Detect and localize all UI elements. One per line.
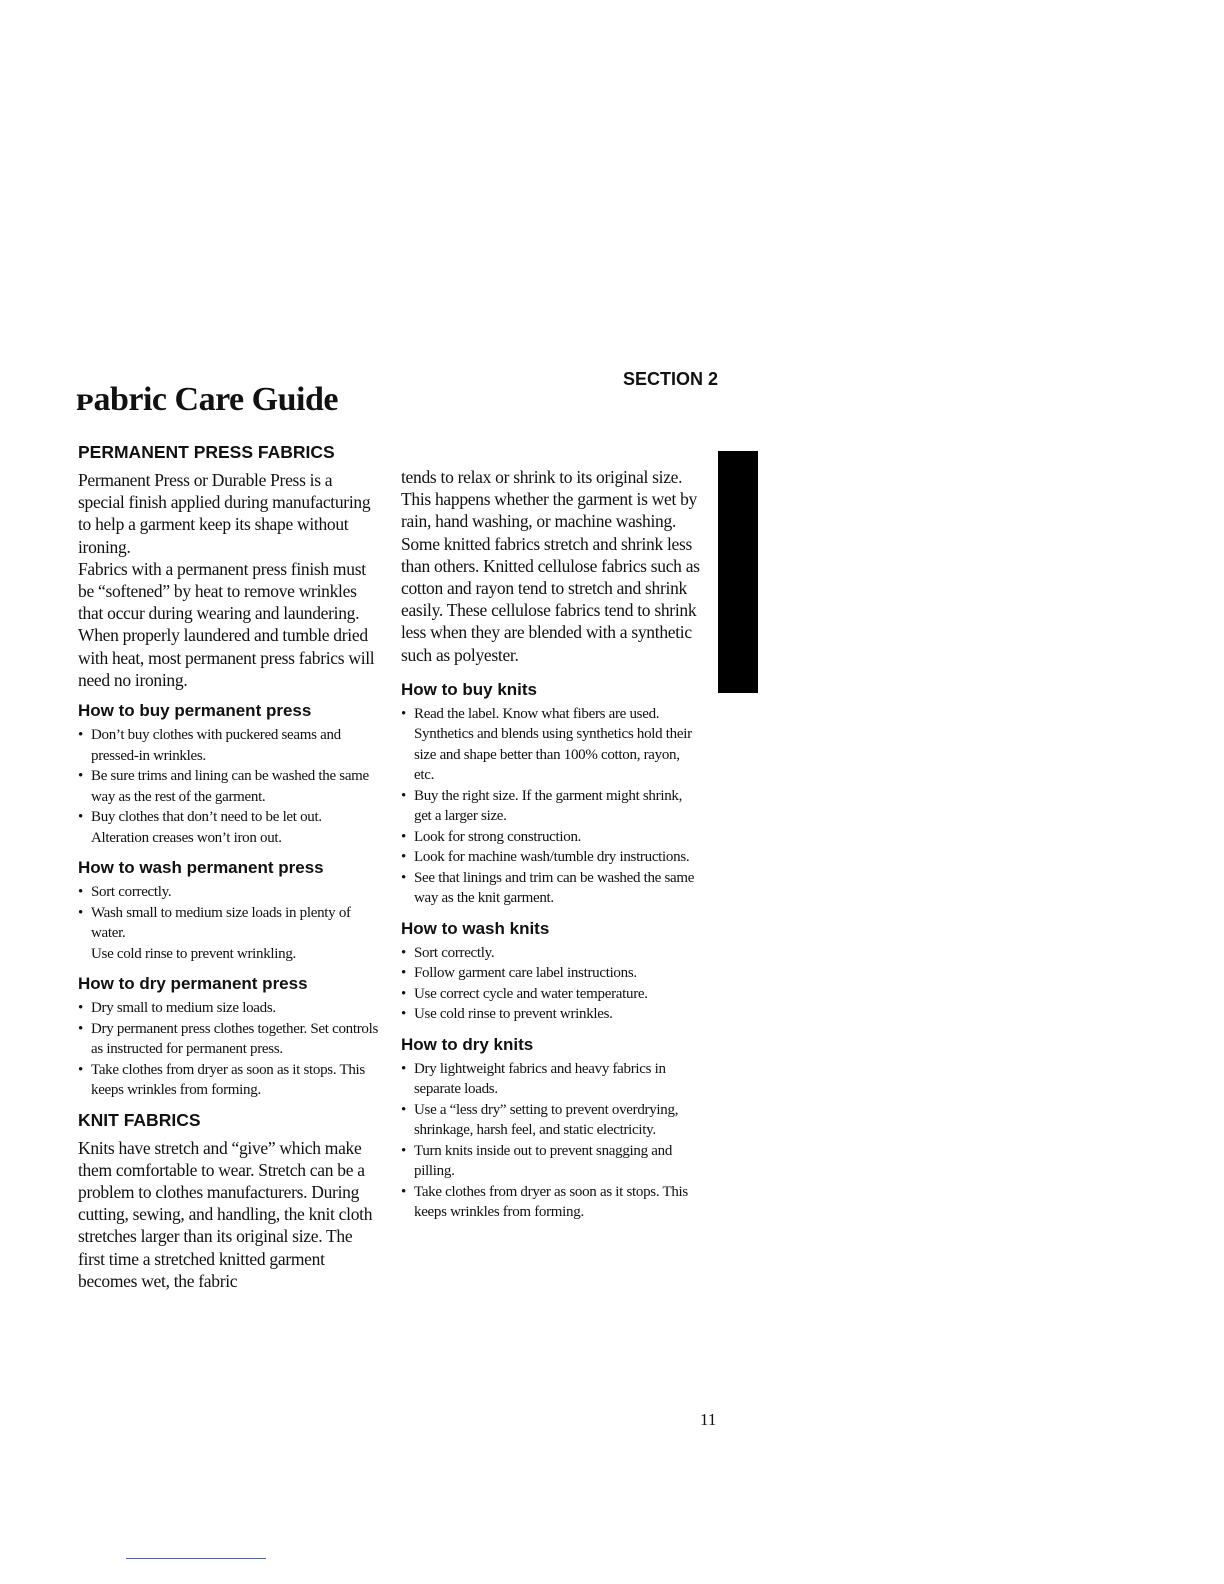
list-item: • Use a “less dry” setting to prevent overdrying, shrinkage, harsh feel, and static electricity. [401,1100,701,1141]
list-item: • Take clothes from dryer as soon as it stops. This keeps wrinkles from forming. [401,1182,701,1223]
list-item: • Sort correctly. [78,882,378,903]
list-item: • Look for machine wash/tumble dry instructions. [401,847,701,868]
dry-permanent-press-list [78,998,378,1101]
list-item: • Sort correctly. [401,943,701,964]
dry-knits-list [401,1059,701,1223]
list-item: • Buy the right size. If the garment might shrink, get a larger size. [401,786,701,827]
buy-permanent-press-heading: How to buy permanent press [78,701,312,721]
list-item: • Look for strong construction. [401,827,701,848]
dry-knits-heading: How to dry knits [401,1034,534,1054]
knit-fabrics-paragraph-continued: tends to relax or shrink to its original size. This happens whether the garment is wet by rain, hand washing, or machine washing. Some knitted fabrics stretch and shrink less than others. Knitted cellulose fabrics such as cotton and rayon tend to stretch and shrink easily. These cellulose fabrics tend to shrink less when they are blended with a synthetic such as polyester. [401,467,700,665]
knit-fabrics-paragraph: Knits have stretch and “give” which make them comfortable to wear. Stretch can be a problem to clothes manufacturers. During cutting, sewing, and handling, the knit cloth stretches larger than its original size. The first time a stretched knitted garment becomes wet, the fabric [78,1137,373,1291]
list-item-note: Use cold rinse to prevent wrinkling. [91,945,296,962]
wash-knits-heading: How to wash knits [401,918,550,938]
wash-knits-list [401,943,701,1025]
knit-fabrics-heading: KNIT FABRICS [78,1109,201,1130]
buy-knits-heading: How to buy knits [401,679,537,699]
left-column [78,441,378,1292]
buy-knits-list [401,704,701,909]
list-item: • Follow garment care label instructions. [401,963,701,984]
permanent-press-paragraph: Fabrics with a permanent press finish must be “softened” by heat to remove wrinkles that occur during wearing and laundering. When properly laundered and tumble dried with heat, most permanent press fabrics will need no ironing. [78,558,375,690]
page-number: 11 [700,1410,717,1429]
list-item: • Use cold rinse to prevent wrinkles. [401,1004,701,1025]
right-column [401,466,701,1223]
list-item: • See that linings and trim can be washed the same way as the knit garment. [401,868,701,909]
list-item: • Dry lightweight fabrics and heavy fabrics in separate loads. [401,1059,701,1100]
buy-permanent-press-list [78,725,378,848]
list-item: • Read the label. Know what fibers are used. Synthetics and blends using synthetics hold their size and shape better than 100% cotton, rayon, etc. [401,704,701,786]
list-item: • Be sure trims and lining can be washed the same way as the rest of the garment. [78,766,378,807]
list-item: • Take clothes from dryer as soon as it stops. This keeps wrinkles from forming. [78,1060,378,1101]
list-item: • Wash small to medium size loads in plenty of water. [78,903,378,944]
list-item: • Turn knits inside out to prevent snagging and pilling. [401,1141,701,1182]
permanent-press-paragraph: Permanent Press or Durable Press is a special finish applied during manufacturing to help a garment keep its shape without ironing. [78,470,371,557]
section-label: SECTION 2 [623,369,719,389]
page-title: ᴘabric Care Guide [76,381,338,418]
list-item: • Dry small to medium size loads. [78,998,378,1019]
section-tab-marker [718,451,758,693]
wash-permanent-press-heading: How to wash permanent press [78,858,324,878]
permanent-press-heading: PERMANENT PRESS FABRICS [78,442,335,462]
list-item: • Use correct cycle and water temperature. [401,984,701,1005]
list-item: • Buy clothes that don’t need to be let out. Alteration creases won’t iron out. [78,807,378,848]
dry-permanent-press-heading: How to dry permanent press [78,974,308,994]
list-item: • Dry permanent press clothes together. Set controls as instructed for permanent press. [78,1019,378,1060]
footer-rule [126,1558,266,1559]
list-item: • Don’t buy clothes with puckered seams and pressed-in wrinkles. [78,725,378,766]
wash-permanent-press-list [78,882,378,964]
